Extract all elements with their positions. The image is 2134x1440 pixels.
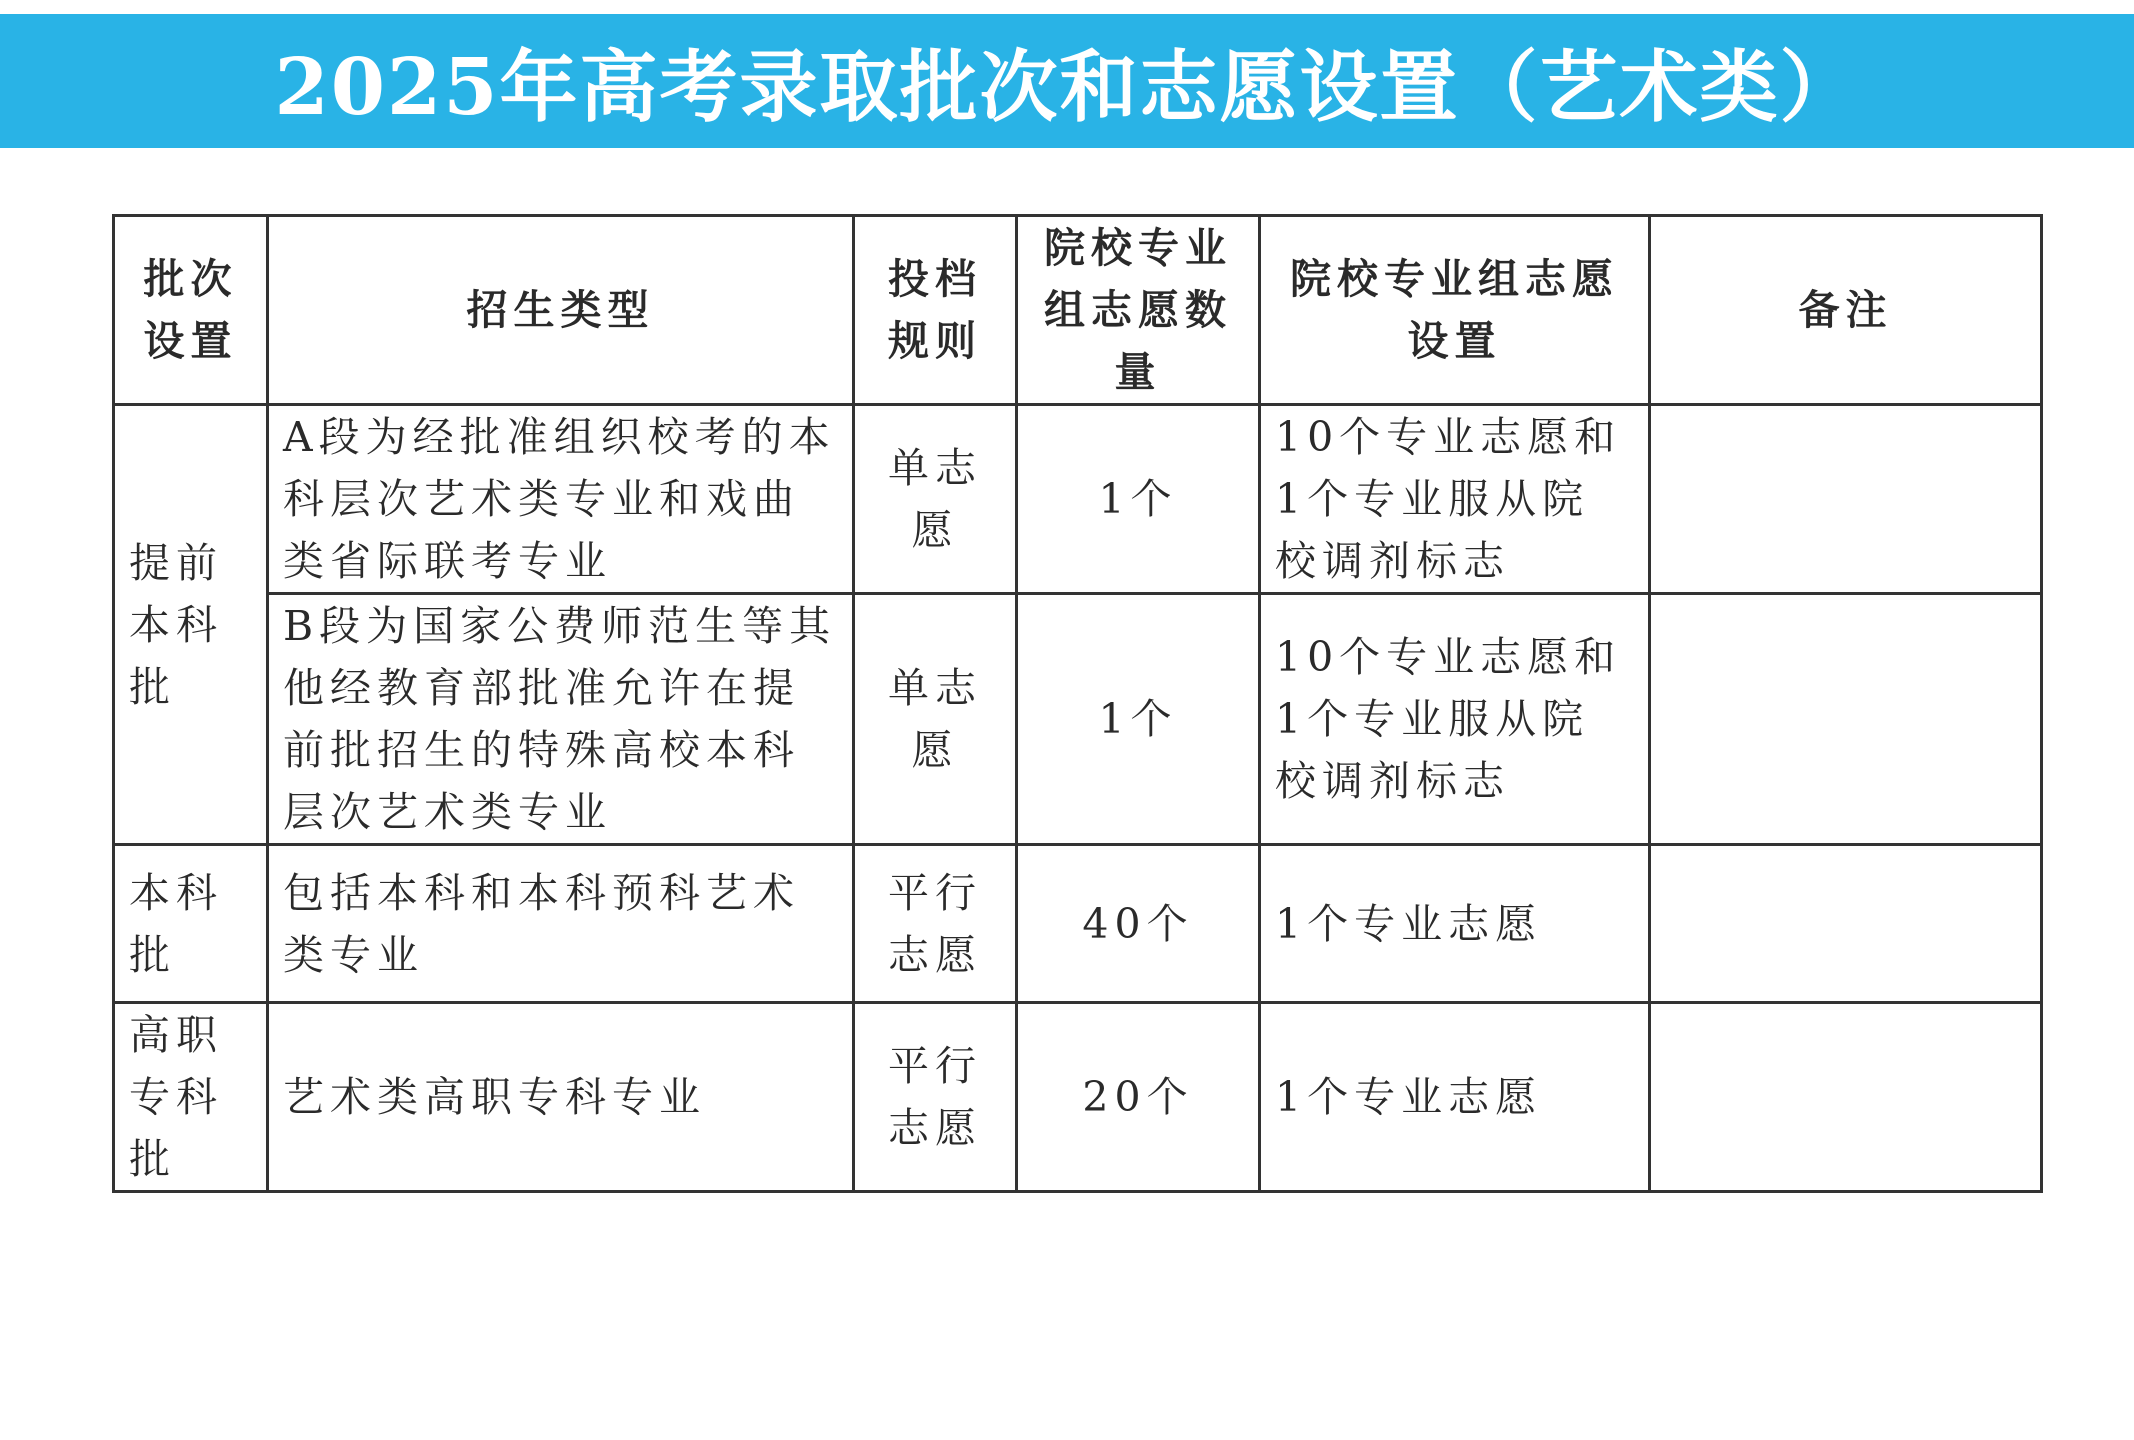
type-cell: 艺术类高职专科专业 [268,1003,854,1192]
rule-cell: 平行志愿 [854,1003,1017,1192]
header-count: 院校专业组志愿数量 [1017,216,1260,405]
admission-table [112,214,2043,1193]
type-cell: 包括本科和本科预科艺术类专业 [268,845,854,1003]
setting-cell: 10个专业志愿和1个专业服从院校调剂标志 [1260,405,1650,594]
type-cell: A段为经批准组织校考的本科层次艺术类专业和戏曲类省际联考专业 [268,405,854,594]
table-row [114,1003,2042,1192]
rule-cell: 平行志愿 [854,845,1017,1003]
admission-table-wrapper [112,214,2040,1193]
type-cell: B段为国家公费师范生等其他经教育部批准允许在提前批招生的特殊高校本科层次艺术类专业 [268,594,854,845]
header-note: 备注 [1650,216,2042,405]
note-cell [1650,845,2042,1003]
page-title: 2025年高考录取批次和志愿设置（艺术类） [274,42,1860,133]
header-rule: 投档规则 [854,216,1017,405]
table-header-row [114,216,2042,405]
rule-cell: 单志愿 [854,594,1017,845]
count-cell: 1个 [1017,594,1260,845]
header-type: 招生类型 [268,216,854,405]
note-cell [1650,1003,2042,1192]
rule-cell: 单志愿 [854,405,1017,594]
batch-cell-undergrad: 本科批 [114,845,268,1003]
header-setting: 院校专业组志愿设置 [1260,216,1650,405]
setting-cell: 1个专业志愿 [1260,845,1650,1003]
table-row [114,845,2042,1003]
header-batch: 批次设置 [114,216,268,405]
count-cell: 1个 [1017,405,1260,594]
setting-cell: 10个专业志愿和1个专业服从院校调剂标志 [1260,594,1650,845]
title-banner [0,14,2134,148]
note-cell [1650,405,2042,594]
batch-cell-early: 提前本科批 [114,405,268,845]
table-row [114,405,2042,594]
note-cell [1650,594,2042,845]
batch-cell-vocational: 高职专科批 [114,1003,268,1192]
setting-cell: 1个专业志愿 [1260,1003,1650,1192]
count-cell: 40个 [1017,845,1260,1003]
table-row [114,594,2042,845]
count-cell: 20个 [1017,1003,1260,1192]
